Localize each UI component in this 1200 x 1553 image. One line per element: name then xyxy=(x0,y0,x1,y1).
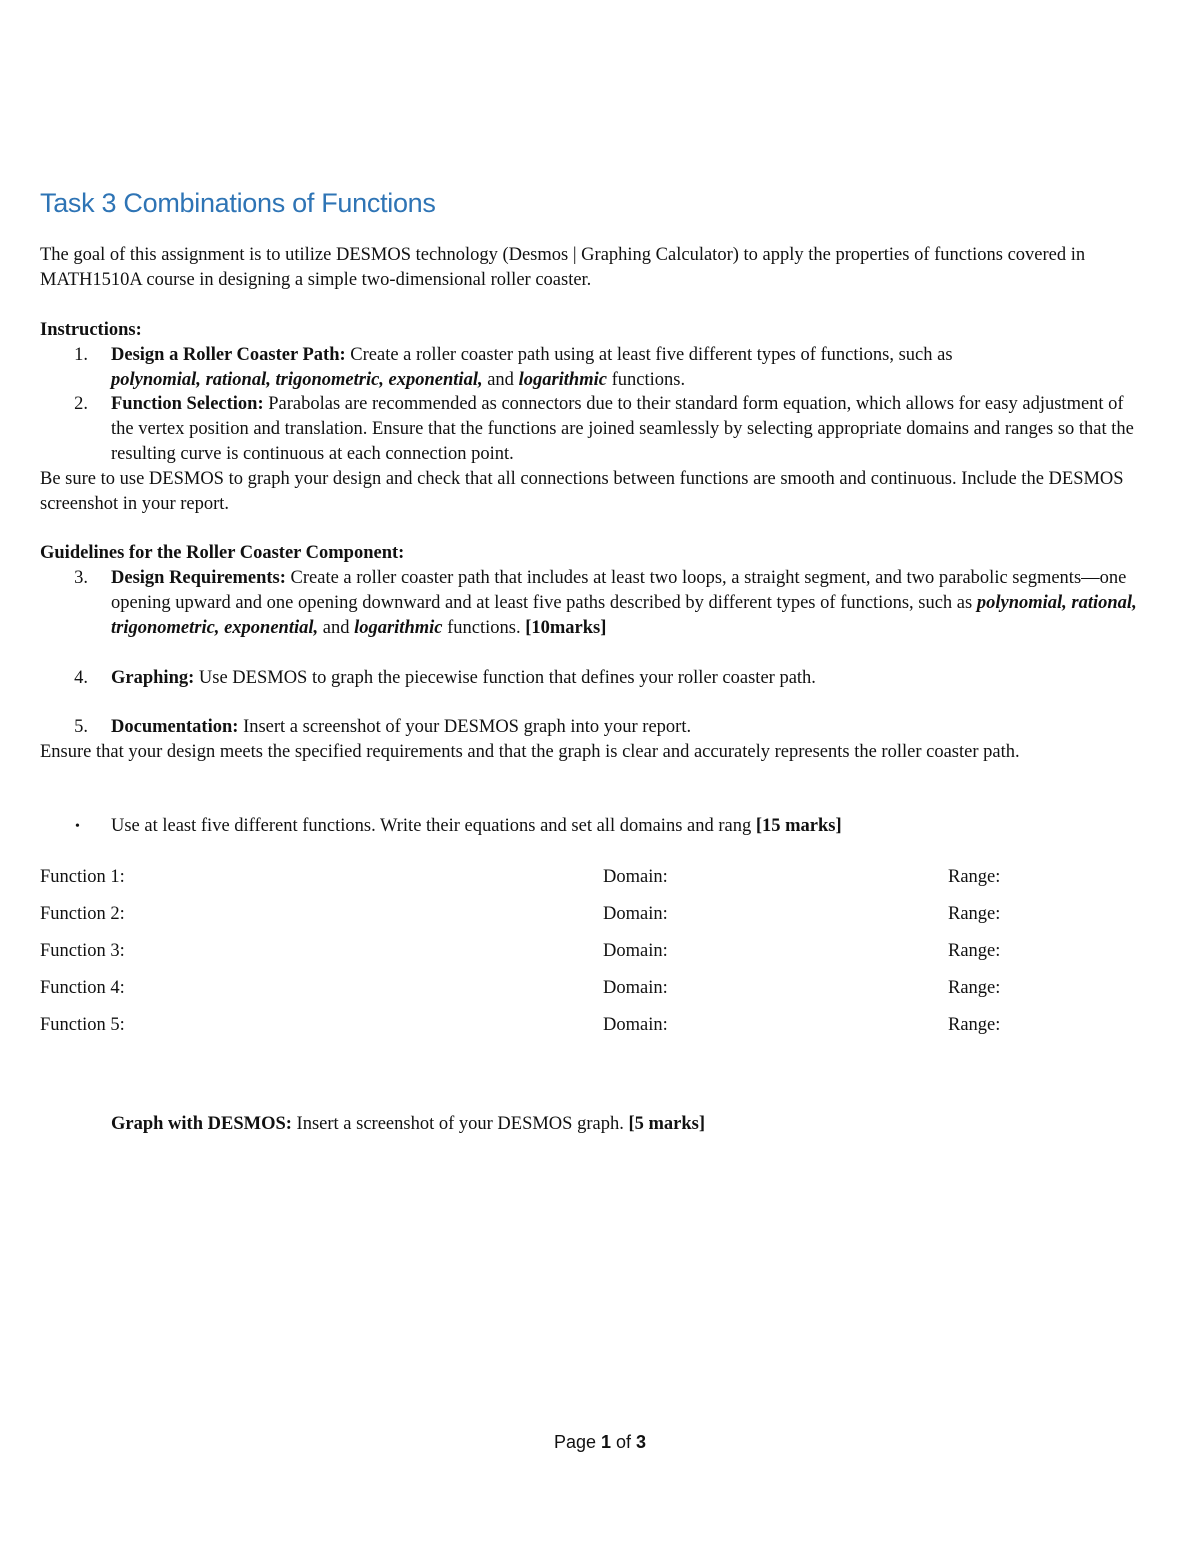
instruction-item-4 xyxy=(40,666,1140,691)
item-text: Function Selection: Parabolas are recommended as connectors due to their standard form equation, which allows for easy adjustment of the vertex position and translation. Ensure that the functions are joined seamlessly by selecting appropriate domains and ranges so that the resulting curve is continuous at each connection point. xyxy=(111,394,1134,464)
graph-instruction: Graph with DESMOS: Insert a screenshot of your DESMOS graph. [5 marks] xyxy=(111,1114,706,1134)
function-label: Function 1: xyxy=(40,867,125,887)
item-label: Graphing: xyxy=(111,668,195,688)
function-label: Function 4: xyxy=(40,978,125,998)
function-row xyxy=(40,902,1140,927)
function-row xyxy=(40,939,1140,964)
instructions-heading: Instructions: xyxy=(40,320,142,340)
item-number: 3. xyxy=(74,568,88,588)
instruction-item-2 xyxy=(40,392,1140,467)
instruction-item-3 xyxy=(40,566,1140,641)
after-instructions-paragraph: Be sure to use DESMOS to graph your design and check that all connections between functions are smooth and continuous. Include the DESMOS screenshot in your report. xyxy=(40,469,1124,514)
item-number: 5. xyxy=(74,717,88,737)
marks-badge: [15 marks] xyxy=(755,816,842,836)
item-label: Design a Roller Coaster Path: xyxy=(111,345,346,365)
graph-label: Graph with DESMOS: xyxy=(111,1114,292,1134)
marks-badge: [10marks] xyxy=(525,618,607,638)
page-footer: Page 1 of 3 xyxy=(553,1432,647,1452)
item-label: Documentation: xyxy=(111,717,239,737)
domain-label: Domain: xyxy=(603,1015,668,1035)
item-text: Documentation: Insert a screenshot of your DESMOS graph into your report. xyxy=(111,717,692,737)
item-label: Design Requirements: xyxy=(111,568,286,588)
function-label: Function 2: xyxy=(40,904,125,924)
function-label: Function 3: xyxy=(40,941,125,961)
item-text: Graphing: Use DESMOS to graph the piecewise function that defines your roller coaster path. xyxy=(111,668,816,688)
range-label: Range: xyxy=(948,978,1001,998)
instruction-item-1 xyxy=(40,343,1140,393)
item-number: 2. xyxy=(74,394,88,414)
bullet-item xyxy=(40,814,1140,839)
domain-label: Domain: xyxy=(603,904,668,924)
range-label: Range: xyxy=(948,941,1001,961)
task-title: Task 3 Combinations of Functions xyxy=(40,188,436,218)
item-number: 4. xyxy=(74,668,88,688)
function-label: Function 5: xyxy=(40,1015,125,1035)
intro-paragraph: The goal of this assignment is to utilize DESMOS technology (Desmos | Graphing Calculator) to apply the properties of functions covered in MATH1510A course in designing a simple two-dimensional roller coaster. xyxy=(40,245,1086,290)
function-row xyxy=(40,865,1140,890)
function-row xyxy=(40,976,1140,1001)
item-text: Design a Roller Coaster Path: Create a roller coaster path using at least five different types of functions, such as polynomial, rational, trigonometric, exponential, and logarithmic functions. xyxy=(111,345,953,390)
item-text: Design Requirements: Create a roller coaster path that includes at least two loops, a straight segment, and two parabolic segments—one opening upward and one opening downward and at least five paths described by different types of functions, such as polynomial, rational, trigonometric, exponential, and logarithmic functions. [10marks] xyxy=(111,568,1137,638)
bullet-icon: • xyxy=(75,819,80,834)
range-label: Range: xyxy=(948,904,1001,924)
guidelines-heading: Guidelines for the Roller Coaster Component: xyxy=(40,543,405,563)
instruction-item-5 xyxy=(40,715,1140,740)
function-row xyxy=(40,1013,1140,1038)
item-number: 1. xyxy=(74,345,88,365)
current-page: 1 xyxy=(601,1432,612,1452)
item-label: Function Selection: xyxy=(111,394,264,414)
domain-label: Domain: xyxy=(603,867,668,887)
domain-label: Domain: xyxy=(603,941,668,961)
bullet-text: Use at least five different functions. Write their equations and set all domains and rang [15 marks] xyxy=(111,816,842,836)
range-label: Range: xyxy=(948,867,1001,887)
total-pages: 3 xyxy=(636,1432,647,1452)
domain-label: Domain: xyxy=(603,978,668,998)
marks-badge: [5 marks] xyxy=(628,1114,706,1134)
after-guidelines-paragraph: Ensure that your design meets the specified requirements and that the graph is clear and accurately represents the roller coaster path. xyxy=(40,742,1020,762)
range-label: Range: xyxy=(948,1015,1001,1035)
